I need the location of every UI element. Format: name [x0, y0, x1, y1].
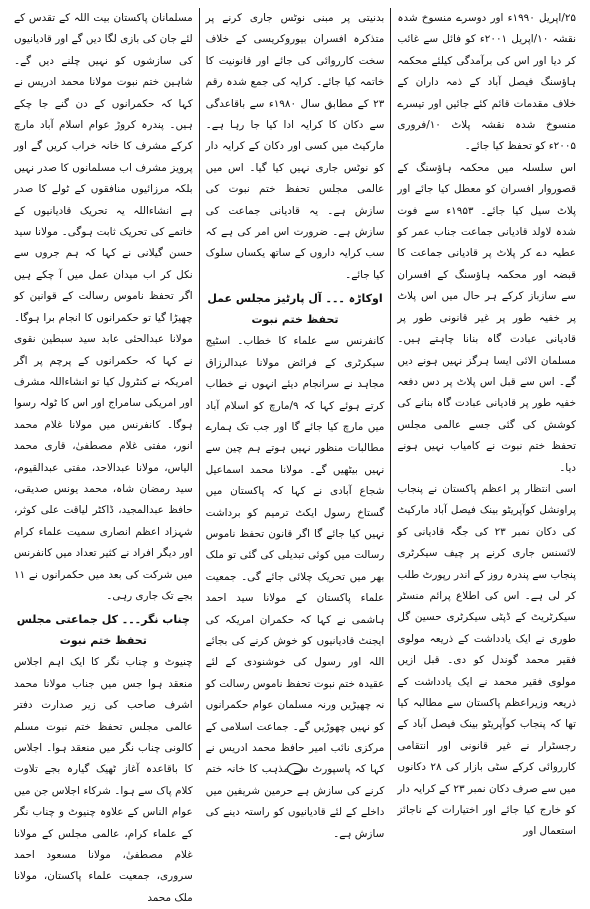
section-heading: چناب نگر۔۔۔ کل جماعتی مجلس تحفظ ختم نبوت	[16, 613, 190, 648]
paragraph: ۲۵/اپریل ۱۹۹۰ء اور دوسرے منسوخ شدہ نقشہ ۱۰/اپریل ۲۰۰۱ء کو فائل سے غائب کر دیا اور اس کی برآمدگی کیلئے محکمہ ہاؤسنگ فیصل آباد کے ذمہ داران کے خلاف مقدمات قائم کئے جائیں اور تیسرے منسوخ شدہ نقشہ پلاٹ ۱۰/فروری ۲۰۰۵ء کو تحفظ کیا جائے۔	[397, 12, 577, 153]
paragraph: اسی انتظار پر اعظم پاکستان نے پنجاب پراونشل کوآپریٹو بینک فیصل آباد مارکیٹ کی دکان نمبر ۲۳ کی جگہ قادیانی کو لائسنس جاری کرنے پر چیف سیکرٹری پنجاب سے پندرہ روز کے اندر رپورٹ طلب کر لی ہے۔ اس کی اطلاع پرائم منسٹر سیکرٹریٹ کے ڈپٹی سیکرٹری حسین گل طوری نے ایک یادداشت کے ذریعہ مولوی فقیر محمد گوندل کو دی۔ قبل ازیں مولوی فقیر محمد نے ایک یادداشت کے ذریعہ وزیراعظم پاکستان سے مطالبہ کیا تھا کہ پنجاب کوآپریٹو بینک فیصل آباد کے رجسٹرار نے غیر قانونی اور انتقامی کارروائی کرکے سٹی بازار کی ۲۸ دکانوں میں سے صرف دکان نمبر ۲۳ کے کرایہ دار کو خارج کیا جائے اور اختیارات کے ناجائز استعمال اور	[397, 482, 576, 838]
column-left	[8, 8, 200, 904]
column-right	[391, 8, 582, 838]
page-ornament-icon	[287, 763, 303, 775]
paragraph: چنیوٹ و چناب نگر کا ایک اہم اجلاس منعقد ہوا جس میں جناب مولانا محمد اشرف صاحب کی زیر صدارت دفتر عالمی مجلس تحفظ ختم نبوت مسلم کالونی چناب نگر میں منعقد ہوا۔ اجلاس کا باقاعدہ آغاز ٹھیک گیارہ بجے تلاوت کلام پاک سے ہوا۔ شرکاء اجلاس جن میں عوام الناس کے علاوہ چنیوٹ و چناب نگر کے علماء کرام، عالمی مجلس کے مولانا غلام مصطفیٰ، مولانا مسعود احمد سروری، جمعیت علماء پاکستان، مولانا ملک محمد	[13, 656, 193, 904]
paragraph: مسلمانان پاکستان بیت اللہ کے تقدس کے لئے جان کی بازی لگا دیں گے اور قادیانیوں کی سازشوں کو نہیں چلنے دیں گے۔ شاہین ختم نبوت مولانا محمد ادریس نے کہا کہ حکمرانوں کے دن گنے جا چکے ہیں۔ پندرہ کروڑ عوام اسلام آباد مارچ کرکے مشرف کا خانہ خراب کریں گے اور پرویز مشرف اب مسلمانوں کا صدر نہیں بلکہ مرزائیوں منافقوں کے ٹولے کا صدر ہے انشاءاللہ یہ تحریک قادیانیوں کے خاتمے کی تحریک ثابت ہوگی۔ مولانا سید حسن گیلانی نے کہا کہ ہم جروں سے نکل کر اب میدان عمل میں آ چکے ہیں اگر تحفظ ناموس رسالت کے قوانین کو چھیڑا گیا تو حکمرانوں کا انجام برا ہوگا۔ مولانا عبدالحئی عابد سید سبطین نقوی نے کہا کہ حکمرانوں کے پرچم پر اگر امریکہ نے کنٹرول کیا تو انشاءاللہ مشرف اور امریکی سامراج اور اس کا ٹولہ رسوا ہوگا۔ کانفرنس میں مولانا غلام محمد انور، مفتی غلام مصطفیٰ، قاری محمد الیاس، مولانا عبدالاحد، مفتی عبدالقیوم، سید رمضان شاہ، محمد یونس صدیقی، حافظ عبدالمجید، ڈاکٹر لیاقت علی کوثر، شہزاد اعظم انصاری سمیت علماء کرام اور دیگر افراد نے کثیر تعداد میں کانفرنس میں شرکت کی بعد میں حکمرانوں نے ۱۱ بجے تک جاری رہی۔	[13, 12, 193, 602]
paragraph: اس سلسلہ میں محکمہ ہاؤسنگ کے قصوروار افسران کو معطل کیا جائے اور پلاٹ سیل کیا جائے۔ ۱۹۵۳ء سے فوت شدہ لاولد قادیانی جماعت جناب عمر کو عطیہ دے کر پلاٹ پر قادیانی جماعت کا قبضہ اور محکمہ ہاؤسنگ کے افسران سے سازباز کرکے ہر حال میں اس پلاٹ پر خفیہ طور پر غیر قانونی طور پر قادیانی عبادت گاہ بنانا چاہتے ہیں۔ مسلمان الائی ایسا ہرگز نہیں ہونے دیں گے۔ اس سے قبل اس پلاٹ پر دس دفعہ خفیہ طور پر قادیانی عبادت گاہ بنانے کی کوشش کی گئی جسے عالمی مجلس تحفظ ختم نبوت نے کامیاب نہیں ہونے دیا۔	[397, 161, 577, 474]
section-heading: اوکاڑہ ۔۔۔ آل پارٹیز مجلس عمل تحفظ ختم نبوت	[207, 292, 383, 327]
paragraph: کانفرنس سے علماء کا خطاب۔ اسٹیج سیکرٹری کے فرائض مولانا عبدالرزاق مجاہد نے سرانجام دیئے انہوں نے خطاب کرتے ہوئے کہا کہ ۹/مارچ کو اسلام آباد میں مارچ کیا جائے گا اور جب تک ہمارے مطالبات منظور نہیں ہوتے ہم چین سے نہیں بیٹھیں گے۔ مولانا محمد اسماعیل شجاع آبادی نے کہا کہ پاکستان میں گستاخ رسول ایکٹ ترمیم کو برداشت نہیں کیا جائے گا اگر قانون تحفظ ناموس رسالت میں کوئی تبدیلی کی گئی تو ملک بھر میں تحریک چلائی جائے گی۔ جمعیت علماء پاکستان کے مولانا سید احمد ہاشمی نے کہا کہ حکمران امریکہ کی ایجنٹ قادیانیوں کو خوش کرنے کی بجائے اللہ اور رسول کی خوشنودی کے لئے عقیدہ ختم نبوت تحفظ ناموس رسالت کو نہ چھیڑیں ورنہ مسلمان عوام حکمرانوں کو نہیں چھوڑیں گے۔ جماعت اسلامی کے مرکزی نائب امیر حافظ محمد ادریس نے کہا کہ پاسپورٹ سے مذہب کا خانہ ختم کرنے کی سازش ہے حرمین شریفین میں داخلے کے لئے قادیانیوں کو راستہ دینے کی سازش ہے۔	[205, 335, 385, 840]
page-number-mark	[0, 762, 590, 776]
column-middle	[200, 8, 392, 840]
paragraph: بدنیتی پر مبنی نوٹس جاری کرنے پر متذکرہ افسران بیوروکریسی کے خلاف سخت کارروائی کی جائے اور قانونیت کا خاتمہ کیا جائے۔ کرایہ کی جمع شدہ رقم ۲۳ کے مطابق سال ۱۹۸۰ء سے باقاعدگی سے دکان کا کرایہ ادا کیا جا رہا ہے۔ مارکیٹ میں کسی اور دکان کے کرایہ دار کو نوٹس جاری نہیں کیا گیا۔ اس میں عالمی مجلس تحفظ ختم نبوت کی سازش ہے۔ یہ قادیانی جماعت کی سازش ہے۔ ضرورت اس امر کی ہے کہ سب کرایہ داروں کے ساتھ یکساں سلوک کیا جائے۔	[205, 12, 385, 281]
